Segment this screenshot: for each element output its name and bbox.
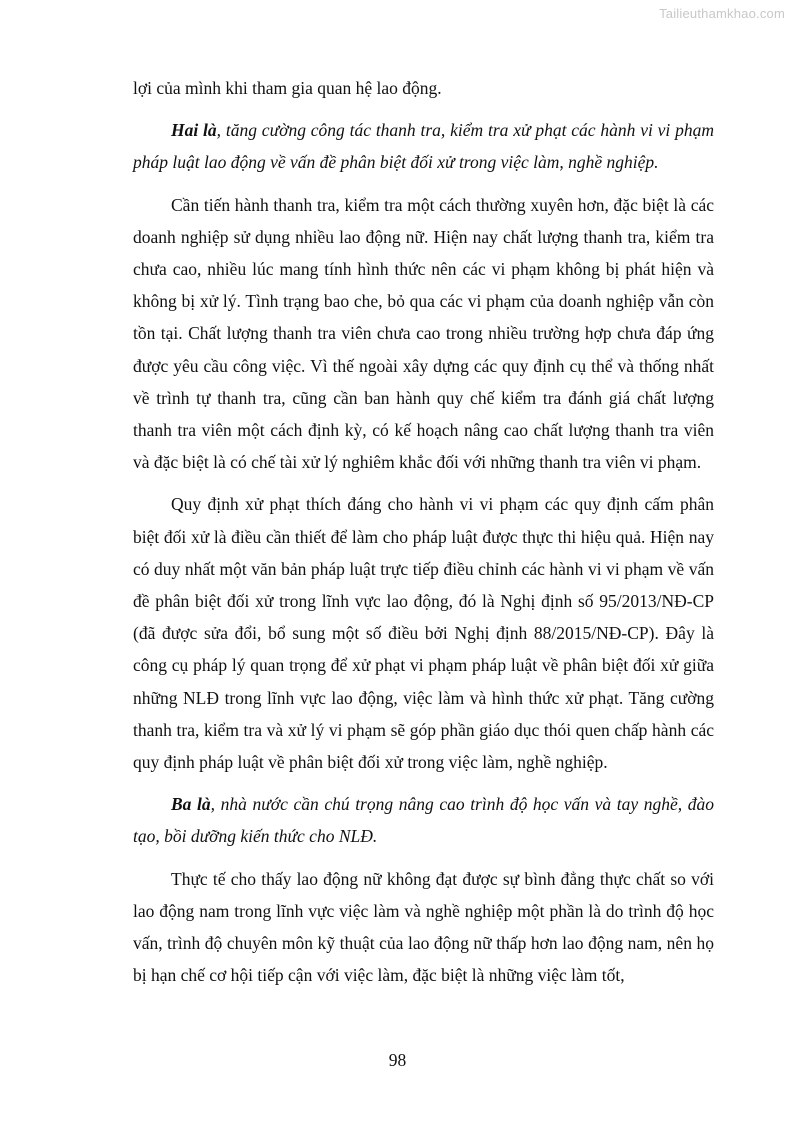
heading-text: , nhà nước cần chú trọng nâng cao trình độ học vấn và tay nghề, đào tạo, bồi dưỡng kiến thức cho NLĐ. [133,794,714,847]
heading-lead: Hai là [171,120,217,141]
paragraph-education: Thực tế cho thấy lao động nữ không đạt được sự bình đẳng thực chất so với lao động nam trong lĩnh vực việc làm và nghề nghiệp một phần là do trình độ học vấn, trình độ chuyên môn kỹ thuật của lao động nữ thấp hơn lao động nam, nên họ bị hạn chế cơ hội tiếp cận với việc làm, đặc biệt là những việc làm tốt, [133,868,714,986]
document-body [133,72,714,1001]
heading-point-three [133,788,714,852]
page-number: 98 [388,1050,407,1070]
paragraph-inspection: Cần tiến hành thanh tra, kiểm tra một cách thường xuyên hơn, đặc biệt là các doanh nghiệp sử dụng nhiều lao động nữ. Hiện nay chất lượng thanh tra, kiểm tra chưa cao, nhiều lúc mang tính hình thức nên các vi phạm không bị phát hiện và không bị xử lý. Tình trạng bao che, bỏ qua các vi phạm của doanh nghiệp vẫn còn tồn tại. Chất lượng thanh tra viên chưa cao trong nhiều trường hợp chưa đáp ứng được yêu cầu công việc. Vì thế ngoài xây dựng các quy định cụ thể và thống nhất về trình tự thanh tra, cũng cần ban hành quy chế kiểm tra đánh giá chất lượng thanh tra viên một cách định kỳ, có kế hoạch nâng cao chất lượng thanh tra viên và đặc biệt là có chế tài xử lý nghiêm khắc đối với những thanh tra viên vi phạm. [133,194,714,473]
paragraph-penalty: Quy định xử phạt thích đáng cho hành vi vi phạm các quy định cấm phân biệt đối xử là điều cần thiết để làm cho pháp luật được thực thi hiệu quả. Hiện nay có duy nhất một văn bản pháp luật trực tiếp điều chỉnh các hành vi vi phạm về vấn đề phân biệt đối xử trong lĩnh vực lao động, đó là Nghị định số 95/2013/NĐ-CP (đã được sửa đổi, bổ sung một số điều bởi Nghị định 88/2015/NĐ-CP). Đây là công cụ pháp lý quan trọng để xử phạt vi phạm pháp luật về phân biệt đối xử giữa những NLĐ trong lĩnh vực lao động, việc làm và hình thức xử phạt. Tăng cường thanh tra, kiểm tra và xử lý vi phạm sẽ góp phần giáo dục thói quen chấp hành các quy định pháp luật về phân biệt đối xử trong việc làm, nghề nghiệp. [133,494,714,773]
heading-text: , tăng cường công tác thanh tra, kiểm tra xử phạt các hành vi vi phạm pháp luật lao động về vấn đề phân biệt đối xử trong việc làm, nghề nghiệp. [133,120,714,173]
heading-point-two [133,114,714,178]
watermark: Tailieuthamkhao.com [659,6,785,21]
paragraph-continuation: lợi của mình khi tham gia quan hệ lao động. [133,78,442,98]
heading-lead: Ba là [171,794,211,815]
